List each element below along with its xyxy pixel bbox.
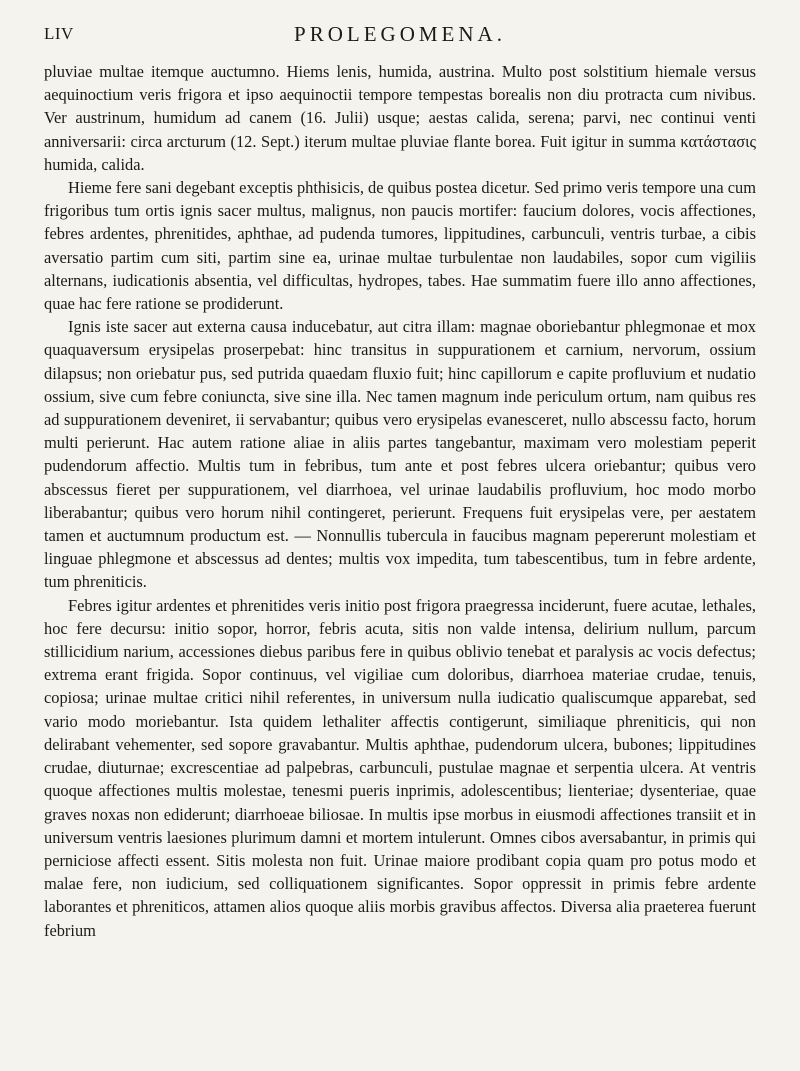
- paragraph: Ignis iste sacer aut externa causa inducebatur, aut citra illam: magnae oboriebantur phlegmonae et mox quaquaversum erysipelas proserpebat: hinc transitus in suppurationem et carnium, nervorum, ossium dilapsus; non oriebatur pus, sed putrida quaedam fluxio fuit; hinc capillorum e capite profluvium et nudatio ossium, sive cum febre coniuncta, sive sine illa. Nec tamen magnum inde periculum ortum, nam quibus res ad suppurationem deveniret, ii servabantur; quibus vero erysipelas evanesceret, nullo abscessu facto, horum multi perierunt. Hac autem ratione aliae in aliis partes tangebantur, maximam vero molestiam peperit pudendorum affectio. Multis tum in febribus, tum ante et post febres ulcera oriebantur; quibus vero abscessus fieret per suppurationem, vel diarrhoea, vel urinae laudabilis profluvium, hoc modo morbo liberabantur; quibus vero horum nihil contingeret, perierunt. Frequens fuit erysipelas vere, per aestatem tamen et auctumnum productum est. — Nonnullis tubercula in faucibus magnam pepererunt molestiam et linguae phlegmone et abscessus ad dentes; multis vox impedita, tum tabescentibus, tum in febre ardente, tum phreniticis.: [44, 317, 756, 592]
- body-text: [44, 60, 756, 942]
- paragraph: Hieme fere sani degebant exceptis phthisicis, de quibus postea dicetur. Sed primo veris tempore una cum frigoribus tum ortis ignis sacer multus, malignus, non paucis mortifer: faucium dolores, vocis affectiones, febres ardentes, phrenitides, aphthae, ad pudenda tumores, lippitudines, carbunculi, ventris turbae, a cibis aversatio partim cum siti, partim sine ea, urinae multae turbulentae non laudabiles, sopor cum vigiliis alternans, iudicationis absentia, vel difficultas, hydropes, tabes. Hae summatim fuere illo anno affectiones, quae hac fere ratione se prodiderunt.: [44, 178, 756, 314]
- page-number: LIV: [44, 24, 74, 43]
- paragraph: Febres igitur ardentes et phrenitides veris initio post frigora praegressa inciderunt, fuere acutae, lethales, hoc fere decursu: initio sopor, horror, febris acuta, sitis non valde intensa, delirium nullum, parcum stillicidium narium, accessiones diebus paribus fere in quibus oblivio tenebat et paralysis ac vocis defectus; extrema erant frigida. Sopor continuus, vel vigiliae cum doloribus, diarrhoea materiae crudae, tenuis, copiosa; urinae multae critici nihil referentes, in universum nulla iudicatio qualiscumque apparebat, sed vario modo moriebantur. Ista quidem lethaliter affectis contigerunt, similiaque phreniticis, qui non delirabant vehementer, sed sopore gravabantur. Multis aphthae, pudendorum ulcera, bubones; lippitudines crudae, diuturnae; excrescentiae ad palpebras, carbunculi, pustulae magnae et serpentia ulcera. At ventris quoque affectiones multis molestae, tenesmi pueris inprimis, adolescentibus; lienteriae; dysenteriae, quae graves noxas non ediderunt; diarrhoeae biliosae. In multis ipse morbus in eiusmodi affectiones transiit et in universum ventris laesiones plurimum damni et mortem intulerunt. Omnes cibos aversabantur, in primis qui perniciose affecti essent. Sitis molesta non fuit. Urinae maiore prodibant copia quam pro potus modo et malae fere, non iudicium, sed colliquationem significantes. Sopor oppressit in primis febre ardente laborantes et phreniticos, attamen alios quoque aliis morbis gravibus affectos. Diversa alia praeterea fuerunt febrium: [44, 595, 756, 940]
- paragraph: pluviae multae itemque auctumno. Hiems lenis, humida, austrina. Multo post solstitium hiemale versus aequinoctium veris frigora et ipso aequinoctii tempore tempestas borealis non diu protracta cum nivibus. Ver austrinum, humidum ad canem (16. Julii) usque; aestas calida, serena; parvi, nec continui venti anniversarii: circa arcturum (12. Sept.) iterum multae pluviae flante borea. Fuit igitur in summa κατάστασις humida, calida.: [44, 62, 756, 174]
- page-header: [44, 22, 756, 52]
- running-head: PROLEGOMENA.: [294, 22, 506, 46]
